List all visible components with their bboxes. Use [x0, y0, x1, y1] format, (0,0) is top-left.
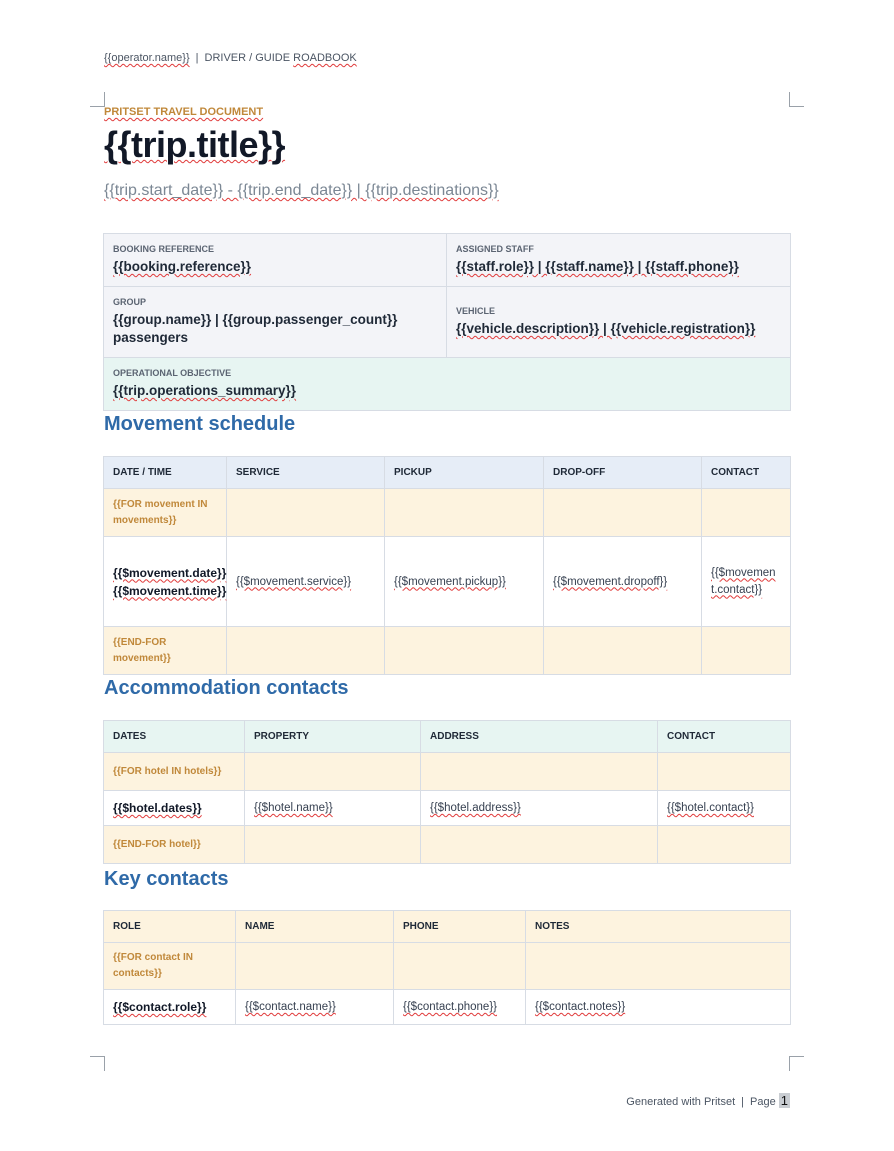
- column-header: DATE / TIME: [104, 457, 227, 489]
- loop-end-cell: [104, 627, 227, 675]
- page-footer: [626, 1093, 790, 1108]
- booking-reference-cell: [104, 234, 447, 287]
- operational-objective-value: {{trip.operations_summary}}: [113, 383, 297, 398]
- empty-cell: [702, 489, 791, 537]
- header-doc-type-prefix: DRIVER / GUIDE: [204, 52, 291, 64]
- header-doc-type-suffix: ROADBOOK: [293, 52, 357, 64]
- vehicle-cell: [447, 287, 791, 358]
- operational-objective-cell: [104, 358, 791, 411]
- movement-date: {{$movement.date}}: [113, 565, 227, 580]
- vehicle-label: VEHICLE: [456, 306, 496, 316]
- hotel-contact: {{$hotel.contact}}: [667, 802, 754, 814]
- booking-reference-value: {{booking.reference}}: [113, 259, 252, 274]
- hotel-dates-cell: [104, 791, 245, 826]
- booking-reference-label: BOOKING REFERENCE: [113, 244, 215, 254]
- contact-notes-cell: [526, 990, 791, 1025]
- page-title: [104, 124, 285, 166]
- header-doc-type: [205, 52, 357, 64]
- empty-cell: [421, 826, 658, 864]
- page-subtitle-text: {{trip.start_date}} - {{trip.end_date}} | {{trip.destinations}}: [104, 182, 499, 199]
- column-header: CONTACT: [702, 457, 791, 489]
- header-operator: {{operator.name}}: [104, 52, 190, 64]
- loop-end-cell: [104, 826, 245, 864]
- movement-service: {{$movement.service}}: [236, 575, 352, 588]
- hotel-address: {{$hotel.address}}: [430, 802, 521, 814]
- assigned-staff-label: ASSIGNED STAFF: [456, 244, 534, 254]
- loop-start-cell: [104, 489, 227, 537]
- empty-cell: [227, 627, 385, 675]
- trip-summary-table: [103, 233, 791, 411]
- empty-cell: [236, 943, 394, 990]
- empty-cell: [658, 753, 791, 791]
- footer-generated: Generated with Pritset: [626, 1096, 736, 1108]
- column-header: PHONE: [394, 911, 526, 943]
- hotel-name-cell: [245, 791, 421, 826]
- crop-mark-top-right: [789, 92, 804, 107]
- loop-start-cell: [104, 943, 236, 990]
- assigned-staff-cell: [447, 234, 791, 287]
- empty-cell: [658, 826, 791, 864]
- empty-cell: [544, 489, 702, 537]
- column-header: DROP-OFF: [544, 457, 702, 489]
- empty-cell: [227, 489, 385, 537]
- group-cell: [104, 287, 447, 358]
- column-header: NAME: [236, 911, 394, 943]
- key-contacts-table: [103, 910, 791, 1025]
- operational-objective-label: OPERATIONAL OBJECTIVE: [113, 368, 232, 378]
- loop-start-tag: {{FOR movement IN movements}}: [113, 498, 208, 526]
- empty-cell: [421, 753, 658, 791]
- contact-name: {{$contact.name}}: [245, 1001, 336, 1013]
- contact-notes: {{$contact.notes}}: [535, 1001, 626, 1013]
- column-header: ROLE: [104, 911, 236, 943]
- hotel-dates: {{$hotel.dates}}: [113, 801, 202, 815]
- contact-role-cell: [104, 990, 236, 1025]
- hotel-contact-cell: [658, 791, 791, 826]
- movement-contact: {{$movement.contact}}: [711, 566, 776, 596]
- group-value: {{group.name}} | {{group.passenger_count}} passengers: [113, 312, 398, 345]
- movement-dropoff: {{$movement.dropoff}}: [553, 575, 668, 588]
- accommodation-table: [103, 720, 791, 864]
- loop-start-cell: [104, 753, 245, 791]
- column-header: NOTES: [526, 911, 791, 943]
- movement-pickup: {{$movement.pickup}}: [394, 575, 506, 588]
- document-kicker: [104, 106, 263, 118]
- empty-cell: [526, 943, 791, 990]
- assigned-staff-value: {{staff.role}} | {{staff.name}} | {{staff.phone}}: [456, 259, 739, 274]
- movement-datetime-cell: [104, 537, 227, 627]
- footer-page-label: Page: [750, 1096, 776, 1108]
- column-header: PICKUP: [385, 457, 544, 489]
- accommodation-contacts-heading: Accommodation contacts: [104, 677, 349, 699]
- page-number: 1: [780, 1093, 788, 1108]
- loop-start-tag: {{FOR contact IN contacts}}: [113, 952, 194, 979]
- movement-schedule-table: [103, 456, 791, 675]
- empty-cell: [245, 753, 421, 791]
- movement-schedule-heading: Movement schedule: [104, 413, 296, 435]
- hotel-address-cell: [421, 791, 658, 826]
- movement-dropoff-cell: [544, 537, 702, 627]
- column-header: DATES: [104, 721, 245, 753]
- page-subtitle: [104, 182, 499, 200]
- key-contacts-heading: Key contacts: [104, 868, 229, 890]
- contact-name-cell: [236, 990, 394, 1025]
- empty-cell: [544, 627, 702, 675]
- empty-cell: [245, 826, 421, 864]
- empty-cell: [394, 943, 526, 990]
- page-header: [104, 52, 357, 64]
- crop-mark-bottom-right: [789, 1056, 804, 1071]
- column-header: PROPERTY: [245, 721, 421, 753]
- contact-phone: {{$contact.phone}}: [403, 1001, 498, 1013]
- movement-pickup-cell: [385, 537, 544, 627]
- loop-end-tag: {{END-FOR hotel}}: [113, 838, 201, 850]
- movement-service-cell: [227, 537, 385, 627]
- empty-cell: [385, 489, 544, 537]
- loop-end-tag: {{END-FOR movement}}: [113, 636, 171, 664]
- empty-cell: [385, 627, 544, 675]
- column-header: SERVICE: [227, 457, 385, 489]
- loop-start-tag: {{FOR hotel IN hotels}}: [113, 765, 222, 777]
- footer-separator: |: [741, 1096, 744, 1108]
- movement-time: {{$movement.time}}: [113, 583, 227, 598]
- group-label: GROUP: [113, 297, 147, 307]
- movement-contact-cell: [702, 537, 791, 627]
- column-header: CONTACT: [658, 721, 791, 753]
- crop-mark-bottom-left: [90, 1056, 105, 1071]
- empty-cell: [702, 627, 791, 675]
- column-header: ADDRESS: [421, 721, 658, 753]
- document-kicker-text: PRITSET TRAVEL DOCUMENT: [104, 106, 264, 118]
- hotel-name: {{$hotel.name}}: [254, 802, 333, 814]
- page-title-text: {{trip.title}}: [104, 124, 286, 165]
- vehicle-value: {{vehicle.description}} | {{vehicle.registration}}: [456, 321, 756, 336]
- header-separator: |: [195, 52, 199, 64]
- contact-phone-cell: [394, 990, 526, 1025]
- contact-role: {{$contact.role}}: [113, 1000, 207, 1014]
- crop-mark-top-left: [90, 92, 105, 107]
